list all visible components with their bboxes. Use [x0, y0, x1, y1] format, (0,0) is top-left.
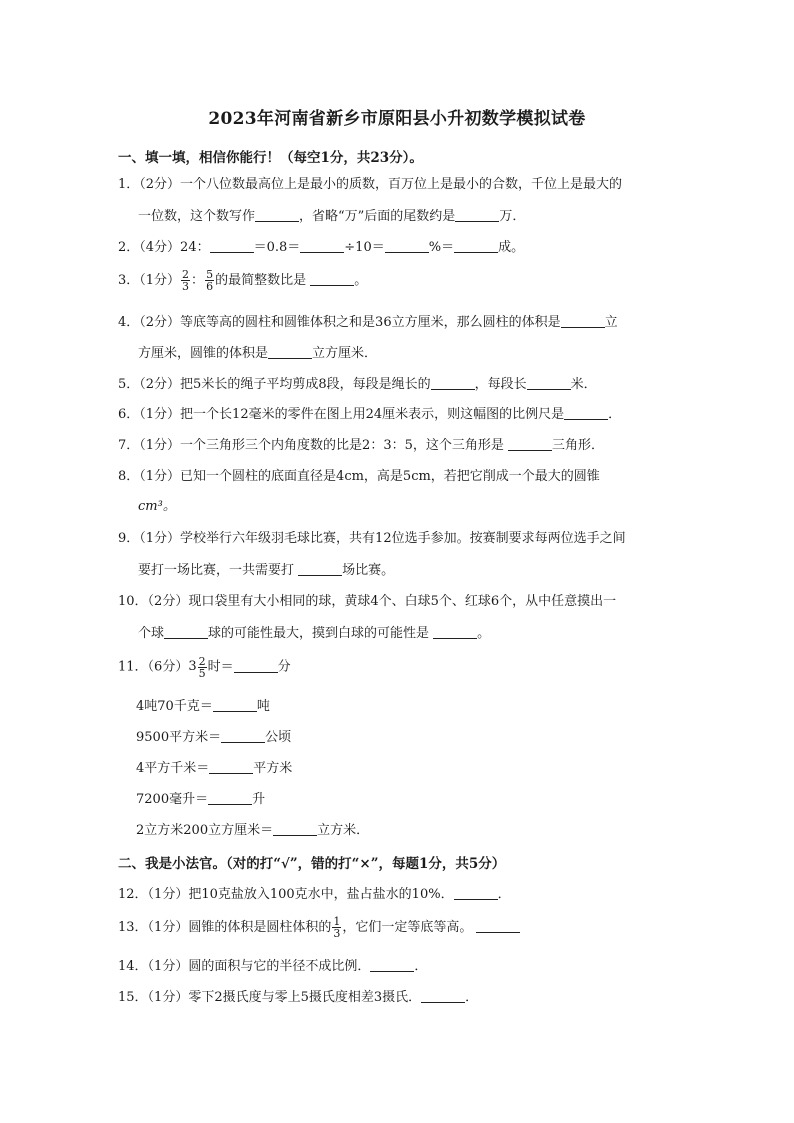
text: 6．（1分）把一个长12毫米的零件在图上用24厘米表示，则这幅图的比例尺是	[118, 407, 565, 422]
text: 9500平方米＝	[136, 730, 222, 745]
answer-blank[interactable]	[164, 624, 208, 639]
fraction	[205, 269, 214, 292]
question-9-line-1: 9．（1分）学校举行六年级羽毛球比赛，共有12位选手参加。按赛制要求每两位选手之间	[118, 531, 626, 546]
fraction	[198, 656, 207, 679]
text: 13．（1分）圆锥的体积是圆柱体积的	[118, 920, 332, 935]
text: 。	[354, 273, 368, 288]
answer-blank[interactable]	[421, 988, 465, 1003]
text: 公顷	[265, 730, 292, 745]
answer-blank[interactable]	[370, 957, 414, 972]
text: 米．	[570, 377, 597, 392]
denominator: 5	[198, 666, 206, 680]
page-title: 2023年河南省新乡市原阳县小升初数学模拟试卷	[208, 109, 586, 129]
answer-blank[interactable]	[454, 885, 498, 900]
fraction	[332, 916, 341, 939]
numerator: 1	[333, 915, 341, 928]
text: ＝0.8＝	[253, 240, 301, 255]
answer-blank[interactable]	[209, 759, 253, 774]
question-9-line-2	[138, 561, 394, 580]
answer-blank[interactable]	[561, 313, 605, 328]
question-1-line-1: 1．（2分）一个八位数最高位上是最小的质数，百万位上是最小的合数，千位上是最大的	[118, 177, 623, 192]
text: 7．（1分）一个三角形三个内角度数的比是2：3：5，这个三角形是	[118, 438, 508, 453]
question-12	[118, 885, 511, 904]
text: 万．	[499, 209, 526, 224]
answer-blank[interactable]	[527, 375, 571, 390]
text: 2立方米200立方厘米＝	[136, 823, 274, 838]
question-1-line-2	[138, 207, 525, 226]
answer-blank[interactable]	[476, 918, 520, 933]
text: ，省略“万”后面的尾数约是	[299, 209, 456, 224]
text: 立方米．	[317, 823, 370, 838]
answer-blank[interactable]	[213, 697, 257, 712]
text: 15．（1分）零下2摄氏度与零上5摄氏度相差3摄氏．	[118, 990, 422, 1005]
question-5	[118, 375, 597, 394]
text: 5．（2分）把5米长的绳子平均剪成8段，每段是绳长的	[118, 377, 431, 392]
text: ．	[414, 959, 428, 974]
fraction	[181, 269, 190, 292]
question-3	[118, 268, 367, 294]
text: 球的可能性最大，摸到白球的可能性是	[208, 626, 434, 641]
text: 吨	[256, 699, 270, 714]
answer-blank[interactable]	[455, 207, 499, 222]
question-11-line-6	[136, 821, 369, 840]
text: 7200毫升＝	[136, 792, 209, 807]
question-10-line-1: 10．（2分）现口袋里有大小相同的球，黄球4个、白球5个、红球6个，从中任意摸出一	[118, 594, 617, 609]
question-11-line-2	[136, 697, 270, 716]
text: 成。	[498, 240, 525, 255]
question-4-line-1	[118, 313, 618, 332]
answer-blank[interactable]	[234, 658, 278, 673]
text: ÷10＝	[344, 240, 385, 255]
answer-blank[interactable]	[431, 375, 475, 390]
question-6	[118, 405, 621, 424]
text: 。	[477, 626, 491, 641]
answer-blank[interactable]	[273, 821, 317, 836]
question-14	[118, 957, 427, 976]
text: 个球	[138, 626, 165, 641]
answer-blank[interactable]	[508, 436, 552, 451]
text: 立	[604, 315, 618, 330]
numerator: 2	[198, 654, 206, 668]
text: 分	[277, 659, 291, 675]
answer-blank[interactable]	[454, 238, 498, 253]
text: 4吨70千克＝	[136, 699, 213, 714]
text: ，每段长	[474, 377, 527, 392]
answer-blank[interactable]	[268, 344, 312, 359]
answer-blank[interactable]	[433, 624, 477, 639]
question-8-line-1: 8．（1分）已知一个圆柱的底面直径是4cm，高是5cm，若把它削成一个最大的圆锥	[118, 469, 600, 484]
question-11	[118, 654, 291, 681]
denominator: 3	[182, 280, 190, 293]
text: %＝	[428, 240, 455, 255]
answer-blank[interactable]	[310, 271, 354, 286]
numerator: 5	[206, 268, 214, 281]
answer-blank[interactable]	[300, 238, 344, 253]
answer-blank[interactable]	[298, 561, 342, 576]
text: ．	[497, 887, 511, 902]
text: 场比赛。	[342, 563, 395, 578]
question-2	[118, 238, 524, 257]
answer-blank[interactable]	[255, 207, 299, 222]
numerator: 2	[182, 268, 190, 281]
answer-blank[interactable]	[221, 728, 265, 743]
text: 升	[252, 792, 266, 807]
text: 4．（2分）等底等高的圆柱和圆锥体积之和是36立方厘米，那么圆柱的体积是	[118, 315, 561, 330]
text: 3．（1分）	[118, 273, 181, 288]
text: 要打一场比赛，一共需要打	[138, 563, 299, 578]
text: 2．（4分）24：	[118, 240, 210, 255]
text: 4平方千米＝	[136, 761, 210, 776]
section-1-heading: 一、填一填，相信你能行！（每空1分，共23分）。	[118, 150, 423, 166]
question-15	[118, 988, 478, 1007]
text: 一位数，这个数写作	[138, 209, 256, 224]
section-2-heading: 二、我是小法官。（对的打“√”，错的打“×”，每题1分，共5分）	[118, 856, 506, 872]
mixed-number	[188, 654, 207, 680]
text: ：	[191, 273, 205, 288]
text: 平方米	[253, 761, 293, 776]
text: 三角形．	[552, 438, 605, 453]
text: 14．（1分）圆的面积与它的半径不成比例．	[118, 959, 371, 974]
text: 12．（1分）把10克盐放入100克水中，盐占盐水的10%．	[118, 887, 454, 902]
text: ，它们一定等底等高。	[342, 920, 477, 935]
text: ．	[608, 407, 622, 422]
text: 方厘米，圆锥的体积是	[138, 346, 269, 361]
question-10-line-2	[138, 624, 490, 643]
text: ．	[465, 990, 479, 1005]
text: 立方厘米．	[312, 346, 378, 361]
answer-blank[interactable]	[208, 790, 252, 805]
text: 11．（6分）	[118, 659, 189, 675]
answer-blank[interactable]	[210, 238, 254, 253]
question-11-line-4	[136, 759, 292, 778]
question-7	[118, 436, 604, 455]
answer-blank[interactable]	[385, 238, 429, 253]
denominator: 6	[206, 280, 214, 293]
denominator: 3	[333, 927, 341, 940]
text: 时＝	[207, 659, 234, 675]
question-13	[118, 915, 520, 941]
question-11-line-5	[136, 790, 265, 809]
whole-part: 3	[188, 659, 197, 674]
question-11-line-3	[136, 728, 291, 747]
answer-blank[interactable]	[564, 405, 608, 420]
question-4-line-2	[138, 344, 377, 363]
question-8-line-2: cm³。	[138, 499, 176, 514]
text: 的最简整数比是	[215, 273, 311, 288]
